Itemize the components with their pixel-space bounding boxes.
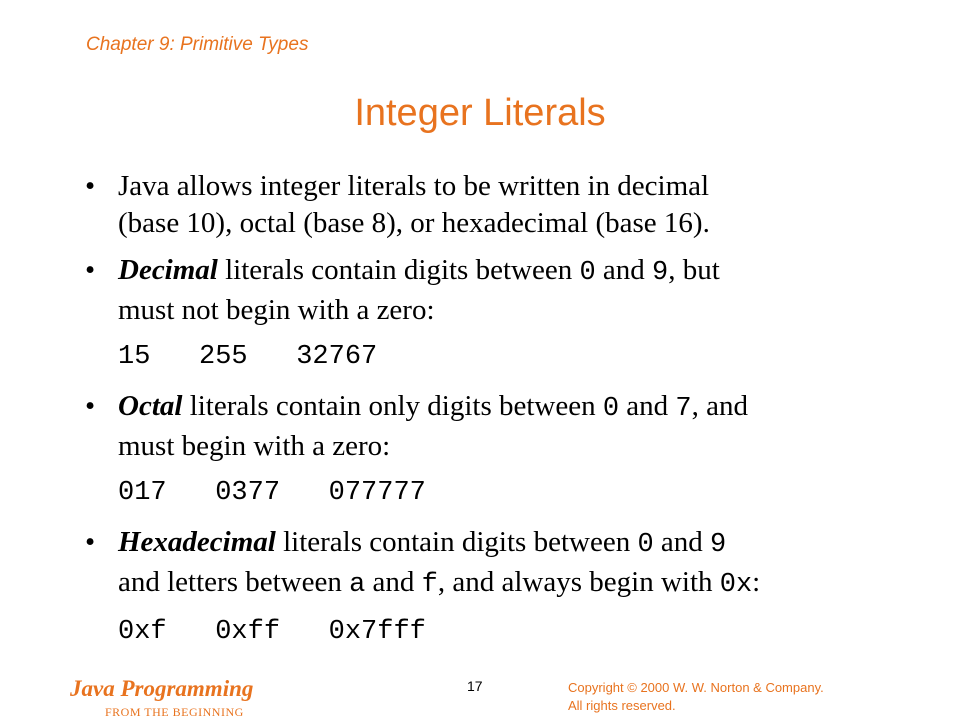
bullet-text: must begin with a zero: [118,430,391,462]
code-token: 0 [579,258,596,288]
bullet-item-octal [85,388,905,465]
code-token: 0 [637,530,654,560]
bullet-text: literals contain digits between [275,526,638,558]
term-octal: Octal [118,390,183,422]
code-token: 0 [602,394,620,424]
bullet-item-decimal [85,252,905,329]
code-token: 9 [710,530,727,560]
copyright-line: Copyright © 2000 W. W. Norton & Company. [568,680,824,695]
bullet-list [85,168,905,663]
term-decimal: Decimal [118,254,218,286]
bullet-item-bases [85,168,905,242]
chapter-label: Chapter 9: Primitive Types [86,34,309,55]
term-hexadecimal: Hexadecimal [118,526,276,558]
bullet-dot: • [85,254,96,286]
bullet-dot: • [85,526,96,558]
bullet-dot: • [85,390,96,422]
bullet-text: (base 10), octal (base 8), or hexadecimal (base 16). [118,207,710,239]
bullet-text: literals contain digits between [217,254,580,286]
bullet-text: and [365,566,422,598]
code-token: 9 [652,258,669,288]
code-token: 7 [675,394,692,424]
example-decimal: 15 255 32767 [118,342,378,372]
bullet-text: and letters between [118,566,350,598]
bullet-text: : [752,566,761,598]
slide-title: Integer Literals [354,92,606,134]
bullet-text: , and [691,390,748,422]
code-token: 0x [719,570,753,600]
bullet-text: , and always begin with [437,566,720,598]
bullet-text: must not begin with a zero: [118,294,435,326]
bullet-text: and [595,254,653,286]
code-token: f [421,570,438,600]
example-octal: 017 0377 077777 [118,478,426,508]
book-logo: Java Programming [70,676,254,701]
code-token: a [349,570,366,600]
book-logo-subtitle: FROM THE BEGINNING [105,705,244,719]
bullet-text: and [653,526,711,558]
bullet-text: , but [668,254,720,286]
copyright-line: All rights reserved. [568,698,676,713]
bullet-item-hexadecimal [85,524,905,604]
bullet-dot: • [85,170,96,202]
copyright-notice [568,679,824,715]
page-number: 17 [467,678,483,694]
bullet-text: Java allows integer literals to be written in decimal [118,170,710,202]
example-hexadecimal: 0xf 0xff 0x7fff [118,617,426,647]
bullet-text: and [619,390,676,422]
bullet-text: literals contain only digits between [182,390,603,422]
